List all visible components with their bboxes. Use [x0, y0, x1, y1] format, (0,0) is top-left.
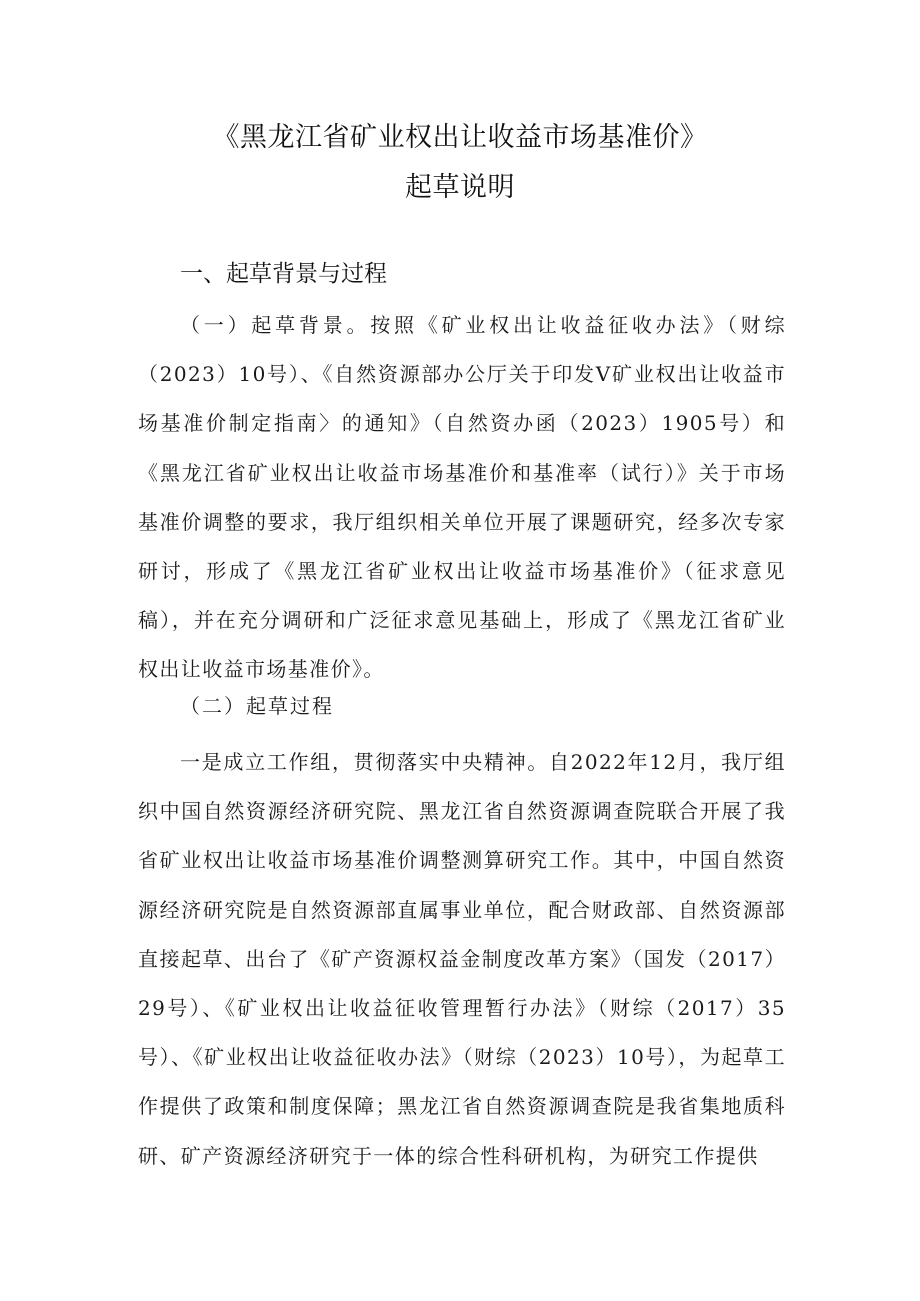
section-heading-background-and-process: 一、起草背景与过程 [180, 261, 387, 287]
subheading-drafting-process: （二）起草过程 [180, 694, 334, 718]
paragraph-drafting-background: （一）起草背景。按照《矿业权出让收益征收办法》（财综（2023）10号）、《自然资源部办公厅关于印发V矿业权出让收益市场基准价制定指南〉的通知》（自然资办函（2023）1905号）和《黑龙江省矿业权出让收益市场基准价和基准率（试行）》关于市场基准价调整的要求，我厅组织相关单位开展了课题研究，经多次专家研讨，形成了《黑龙江省矿业权出让收益市场基准价》（征求意见稿），并在充分调研和广泛征求意见基础上，形成了《黑龙江省矿业权出让收益市场基准价》。 [138, 313, 786, 682]
paragraph-working-group: 一是成立工作组，贯彻落实中央精神。自2022年12月，我厅组织中国自然资源经济研究院、黑龙江省自然资源调查院联合开展了我省矿业权出让收益市场基准价调整测算研究工作。其中，中国自然资源经济研究院是自然资源部直属事业单位，配合财政部、自然资源部直接起草、出台了《矿产资源权益金制度改革方案》（国发（2017）29号）、《矿业权出让收益征收管理暂行办法》（财综（2017）35号）、《矿业权出让收益征收办法》（财综（2023）10号），为起草工作提供了政策和制度保障；黑龙江省自然资源调查院是我省集地质科研、矿产资源经济研究于一体的综合性科研机构，为研究工作提供 [138, 750, 786, 1168]
document-title: 《黑龙江省矿业权出让收益市场基准价》 [212, 122, 708, 153]
document-subtitle: 起草说明 [405, 172, 515, 203]
